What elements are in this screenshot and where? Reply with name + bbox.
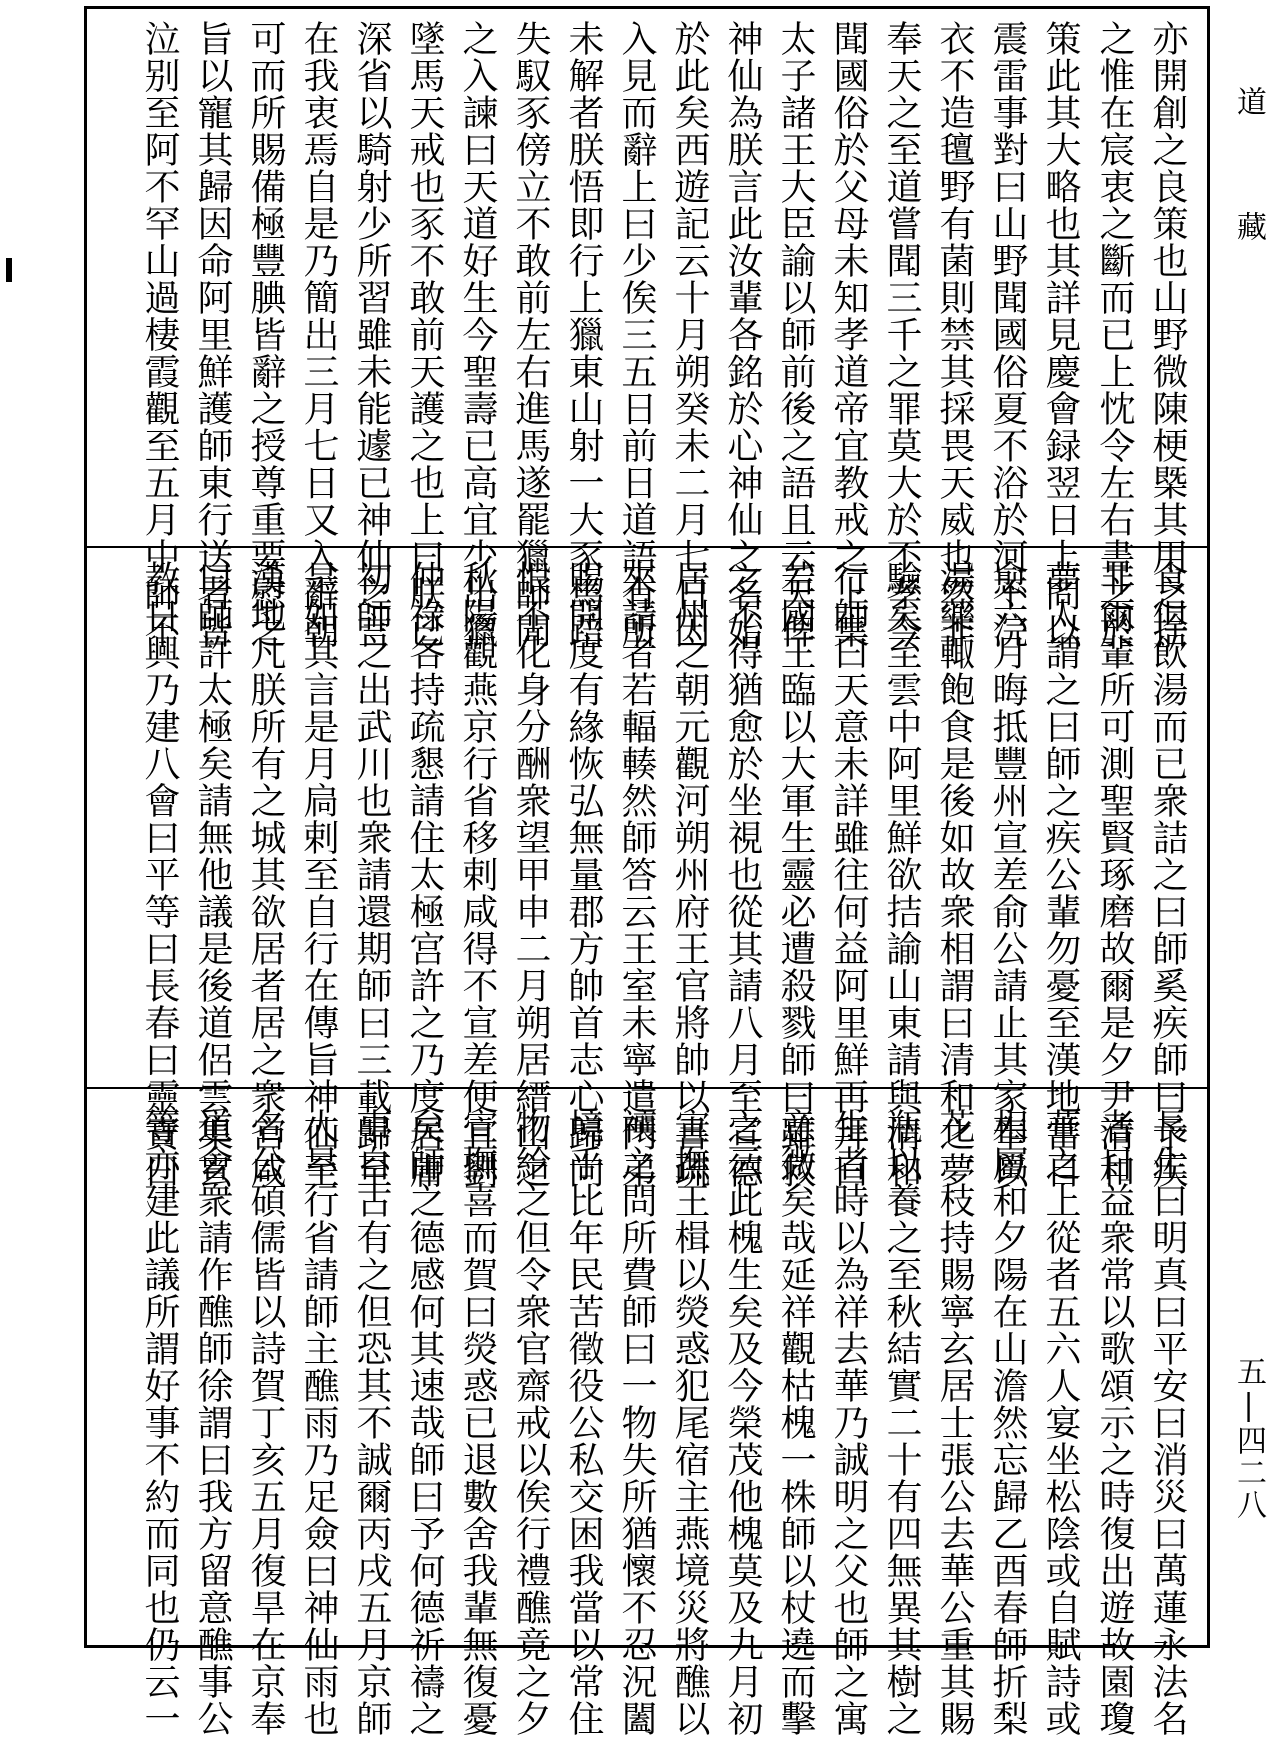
text-column: 之入諫曰天道好生今聖壽已高宜少出獵 [457,20,498,649]
text-column: 物給之但令衆官齋戒以俟行禮醮竟之夕 [510,1108,551,1737]
text-column: 愈六月晦抵豐州宣差俞公請止其家奉以 [987,560,1028,1189]
text-column: 禳之問所費師曰一物失所猶懷不忍況闔 [616,1108,657,1737]
text-column: 曰師許太極矣請無他議是後道侶雲集玄 [192,560,233,1189]
text-column: 生者時以為祥去華乃誠明之父也師之寓 [828,1108,869,1737]
text-column: 是如其言是月扃剌至自行在傳旨神仙至 [298,560,339,1189]
text-column: 食但飲湯而已衆詰之曰師奚疾師曰予疾 [1147,560,1188,1189]
text-column: 矣師之德感何其速哉師曰予何德祈禱之 [404,1108,445,1737]
margin-title: 道 藏 [1231,86,1266,271]
text-column: 大旱行省請師主醮雨乃足僉曰神仙雨也 [298,1108,339,1737]
text-column: 行師曰天意未詳雖往何益阿里鮮再拜曰 [828,560,869,1189]
text-column: 於此矣西遊記云十月朔癸未二月七日因 [669,20,710,649]
text-column: 華之上從者五六人宴坐松陰或自賦詩或 [1040,1108,1081,1737]
text-column: 等亦建此議所謂好事不約而同也仍云一 [139,1108,180,1737]
text-column: 聞國俗於父母未知孝道帝宜教戒之上集 [828,20,869,649]
text-column: 事自古有之但恐其不誠爾丙戌五月京師 [351,1108,392,1737]
text-column: 瓶以養之至秋結實二十有四無異其樹之 [881,1108,922,1737]
text-column: 失馭豕傍立不敢前左右進馬遂罷獵師聞 [510,20,551,649]
text-column: 亦開創之良策也山野微陳梗槩其用之捨 [1147,20,1188,649]
text-column: 名公碩儒皆以詩賀丁亥五月復旱在京奉 [245,1108,286,1737]
text-column: 花一枝持賜寧玄居士張公去華公重其賜 [934,1108,975,1737]
text-column: 長生曰明真曰平安曰消災曰萬蓮永法名 [1147,1108,1188,1737]
page-number: 五|四二八 [1231,1356,1266,1521]
text-column: 深省以騎射少所習雖未能遽已神仙之言 [351,20,392,649]
text-column: 相屬和夕陽在山澹然忘歸乙酉春師折梨 [987,1108,1028,1737]
text-column: 道會衆請作醮師徐謂曰我方留意醮事公 [192,1108,233,1737]
panel-3 [87,1094,1207,1737]
text-column: 奉天之至道嘗聞三千之罪莫大於不孝今 [881,20,922,649]
text-column: 旨以寵其歸因命阿里鮮護師東行送者皆 [192,20,233,649]
text-column: 漢地凡朕所有之城其欲居者居之衆宫咸 [245,560,286,1189]
text-column: 湯藥輙飽食是後如故衆相謂曰清和之夢 [934,560,975,1189]
text-column: 者日益衆常以歌頌示之時復出遊故園瓊 [1094,1108,1135,1737]
text-column: 在我衷焉自是乃簡出三月七日又入辭朝 [298,20,339,649]
text-column: 宣撫喜而賀曰熒惑已退數舍我輩無復憂 [457,1108,498,1737]
panel-1 [87,12,1207,649]
text-column: 入見而辭上曰少俟三五日前日道語有所 [616,20,657,649]
text-column: 秋陽觀燕京行省移剌咸得不宣差便宜劉 [457,560,498,1189]
text-column: 神仙為朕言此汝輩各銘於心神仙之名始 [722,20,763,649]
text-column: 居州之朝元觀河朔州府王官將帥以書疏 [669,560,710,1189]
text-column: 衣不造氊野有菌則禁其採畏天威也然非 [934,20,975,649]
text-column: 泣别至阿不罕山過棲霞觀至五月中師不 [139,20,180,649]
text-column: 仲祿各持疏懇請住太極宫許之乃度居庸 [404,560,445,1189]
text-column: 恨不化身分酬衆望甲申二月朔居縉山之 [510,560,551,1189]
text-column: 賜開度有緣恢弘無量郡方帥首志心歸向 [563,560,604,1189]
text-column: 太子諸王大臣諭以師前後之語且云天俾 [775,20,816,649]
margin-mark [6,258,12,282]
text-column: 驗矣至雲中阿里鮮欲拮諭山東請與清和 [881,560,922,1189]
text-column: 未解者朕悟即行上獵東山射一大豕馬踣 [563,20,604,649]
text-column: 可而所賜備極豐腆皆辭之授尊重要慰之 [245,20,286,649]
text-column: 意微矣哉延祥觀枯槐一株師以杖遶而擊 [775,1108,816,1737]
panel-2 [87,552,1207,1189]
text-column: 策此其大略也其詳見慶會録翌日上問以 [1040,20,1081,649]
text-column: 境乎比年民苦徵役公私交困我當以常住 [563,1108,604,1737]
text-column: 教日興乃建八會曰平等曰長春曰靈寶曰 [139,560,180,1189]
text-column: 震雷事對曰山野聞國俗夏不浴於河不浣 [987,20,1028,649]
text-column: 初師之出武川也衆請還期師曰三載歸至 [351,560,392,1189]
text-column: 之不得猶愈於坐視也從其請八月至宣德 [722,560,763,1189]
text-column: 來請者若輻輳然師答云王室未寧遣門弟 [616,560,657,1189]
text-column: 之云此槐生矣及今榮茂他槐莫及九月初 [722,1108,763,1737]
text-column: 若國王臨以大軍生靈必遭殺戮師曰雖救 [775,560,816,1189]
text-column: 非爾輩所可測聖賢琢磨故爾是夕尹清和 [1094,560,1135,1189]
text-column: 宣撫王楫以熒惑犯尾宿主燕境災將醮以 [669,1108,710,1737]
text-column: 夢人謂之曰師之疾公輩勿憂至漢地當自 [1040,560,1081,1189]
text-column: 之惟在宸衷之斷而已上忱令左右書之於 [1094,20,1135,649]
text-column: 墜馬天戒也豕不敢前天護之也上曰朕已 [404,20,445,649]
